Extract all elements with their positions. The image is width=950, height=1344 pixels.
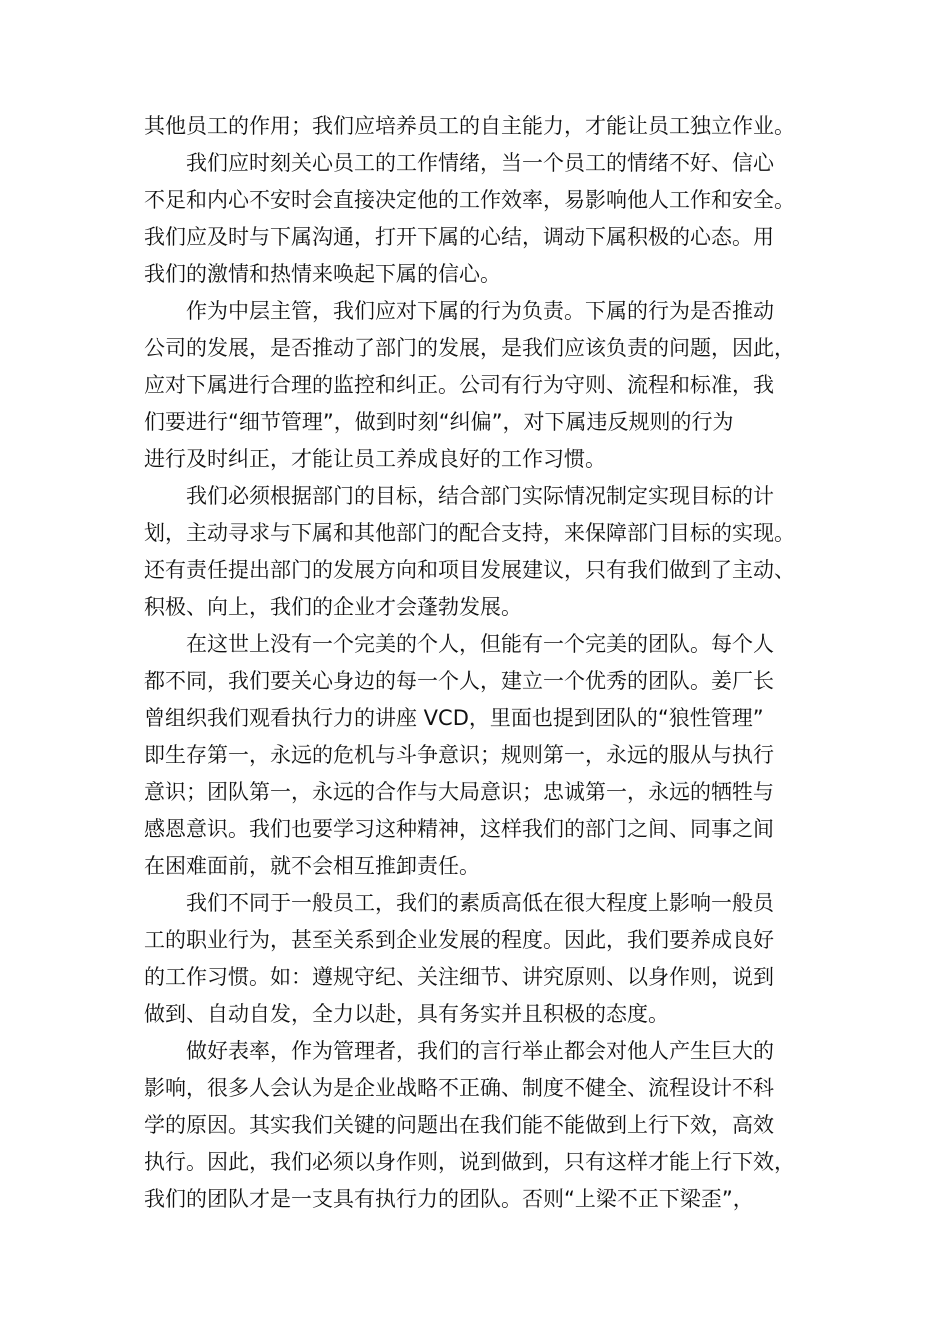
document-body: [144, 108, 808, 1218]
text-line: 影响，很多人会认为是企业战略不正确、制度不健全、流程设计不科: [144, 1076, 774, 1100]
text-line: 做好表率，作为管理者，我们的言行举止都会对他人产生巨大的: [186, 1039, 774, 1063]
text-line: 即生存第一，永远的危机与斗争意识；规则第一，永远的服从与执行: [144, 743, 774, 767]
text-line: 感恩意识。我们也要学习这种精神，这样我们的部门之间、同事之间: [144, 817, 774, 841]
text-line: 我们应时刻关心员工的工作情绪，当一个员工的情绪不好、信心: [186, 151, 774, 175]
text-line: 划，主动寻求与下属和其他部门的配合支持，来保障部门目标的实现。: [144, 521, 795, 545]
text-line: 都不同，我们要关心身边的每一个人，建立一个优秀的团队。姜厂长: [144, 669, 774, 693]
text-line: 曾组织我们观看执行力的讲座 VCD，里面也提到团队的“狼性管理”: [144, 706, 764, 730]
text-line: 我们的团队才是一支具有执行力的团队。否则“上梁不正下梁歪”，: [144, 1187, 754, 1211]
text-line: 不足和内心不安时会直接决定他的工作效率，易影响他人工作和安全。: [144, 188, 795, 212]
text-line: 我们必须根据部门的目标，结合部门实际情况制定实现目标的计: [186, 484, 774, 508]
text-line: 在困难面前，就不会相互推卸责任。: [144, 854, 480, 878]
text-line: 学的原因。其实我们关键的问题出在我们能不能做到上行下效，高效: [144, 1113, 774, 1137]
text-line: 我们的激情和热情来唤起下属的信心。: [144, 262, 501, 286]
text-line: 公司的发展，是否推动了部门的发展，是我们应该负责的问题，因此，: [144, 336, 795, 360]
text-line: 我们应及时与下属沟通，打开下属的心结，调动下属积极的心态。用: [144, 225, 774, 249]
text-line: 做到、自动自发，全力以赴，具有务实并且积极的态度。: [144, 1002, 669, 1026]
text-line: 工的职业行为，甚至关系到企业发展的程度。因此，我们要养成良好: [144, 928, 774, 952]
text-line: 作为中层主管，我们应对下属的行为负责。下属的行为是否推动: [186, 299, 774, 323]
text-line: 意识；团队第一，永远的合作与大局意识；忠诚第一，永远的牺牲与: [144, 780, 774, 804]
text-line: 我们不同于一般员工，我们的素质高低在很大程度上影响一般员: [186, 891, 774, 915]
text-line: 在这世上没有一个完美的个人，但能有一个完美的团队。每个人: [186, 632, 774, 656]
text-line: 们要进行“细节管理”，做到时刻“纠偏”，对下属违反规则的行为: [144, 410, 734, 434]
text-line: 的工作习惯。如：遵规守纪、关注细节、讲究原则、以身作则，说到: [144, 965, 774, 989]
text-line: 应对下属进行合理的监控和纠正。公司有行为守则、流程和标准，我: [144, 373, 774, 397]
text-line: 进行及时纠正，才能让员工养成良好的工作习惯。: [144, 447, 606, 471]
text-line: 执行。因此，我们必须以身作则，说到做到，只有这样才能上行下效，: [144, 1150, 795, 1174]
text-line: 其他员工的作用；我们应培养员工的自主能力，才能让员工独立作业。: [144, 114, 795, 138]
text-line: 积极、向上，我们的企业才会蓬勃发展。: [144, 595, 522, 619]
text-line: 还有责任提出部门的发展方向和项目发展建议，只有我们做到了主动、: [144, 558, 795, 582]
